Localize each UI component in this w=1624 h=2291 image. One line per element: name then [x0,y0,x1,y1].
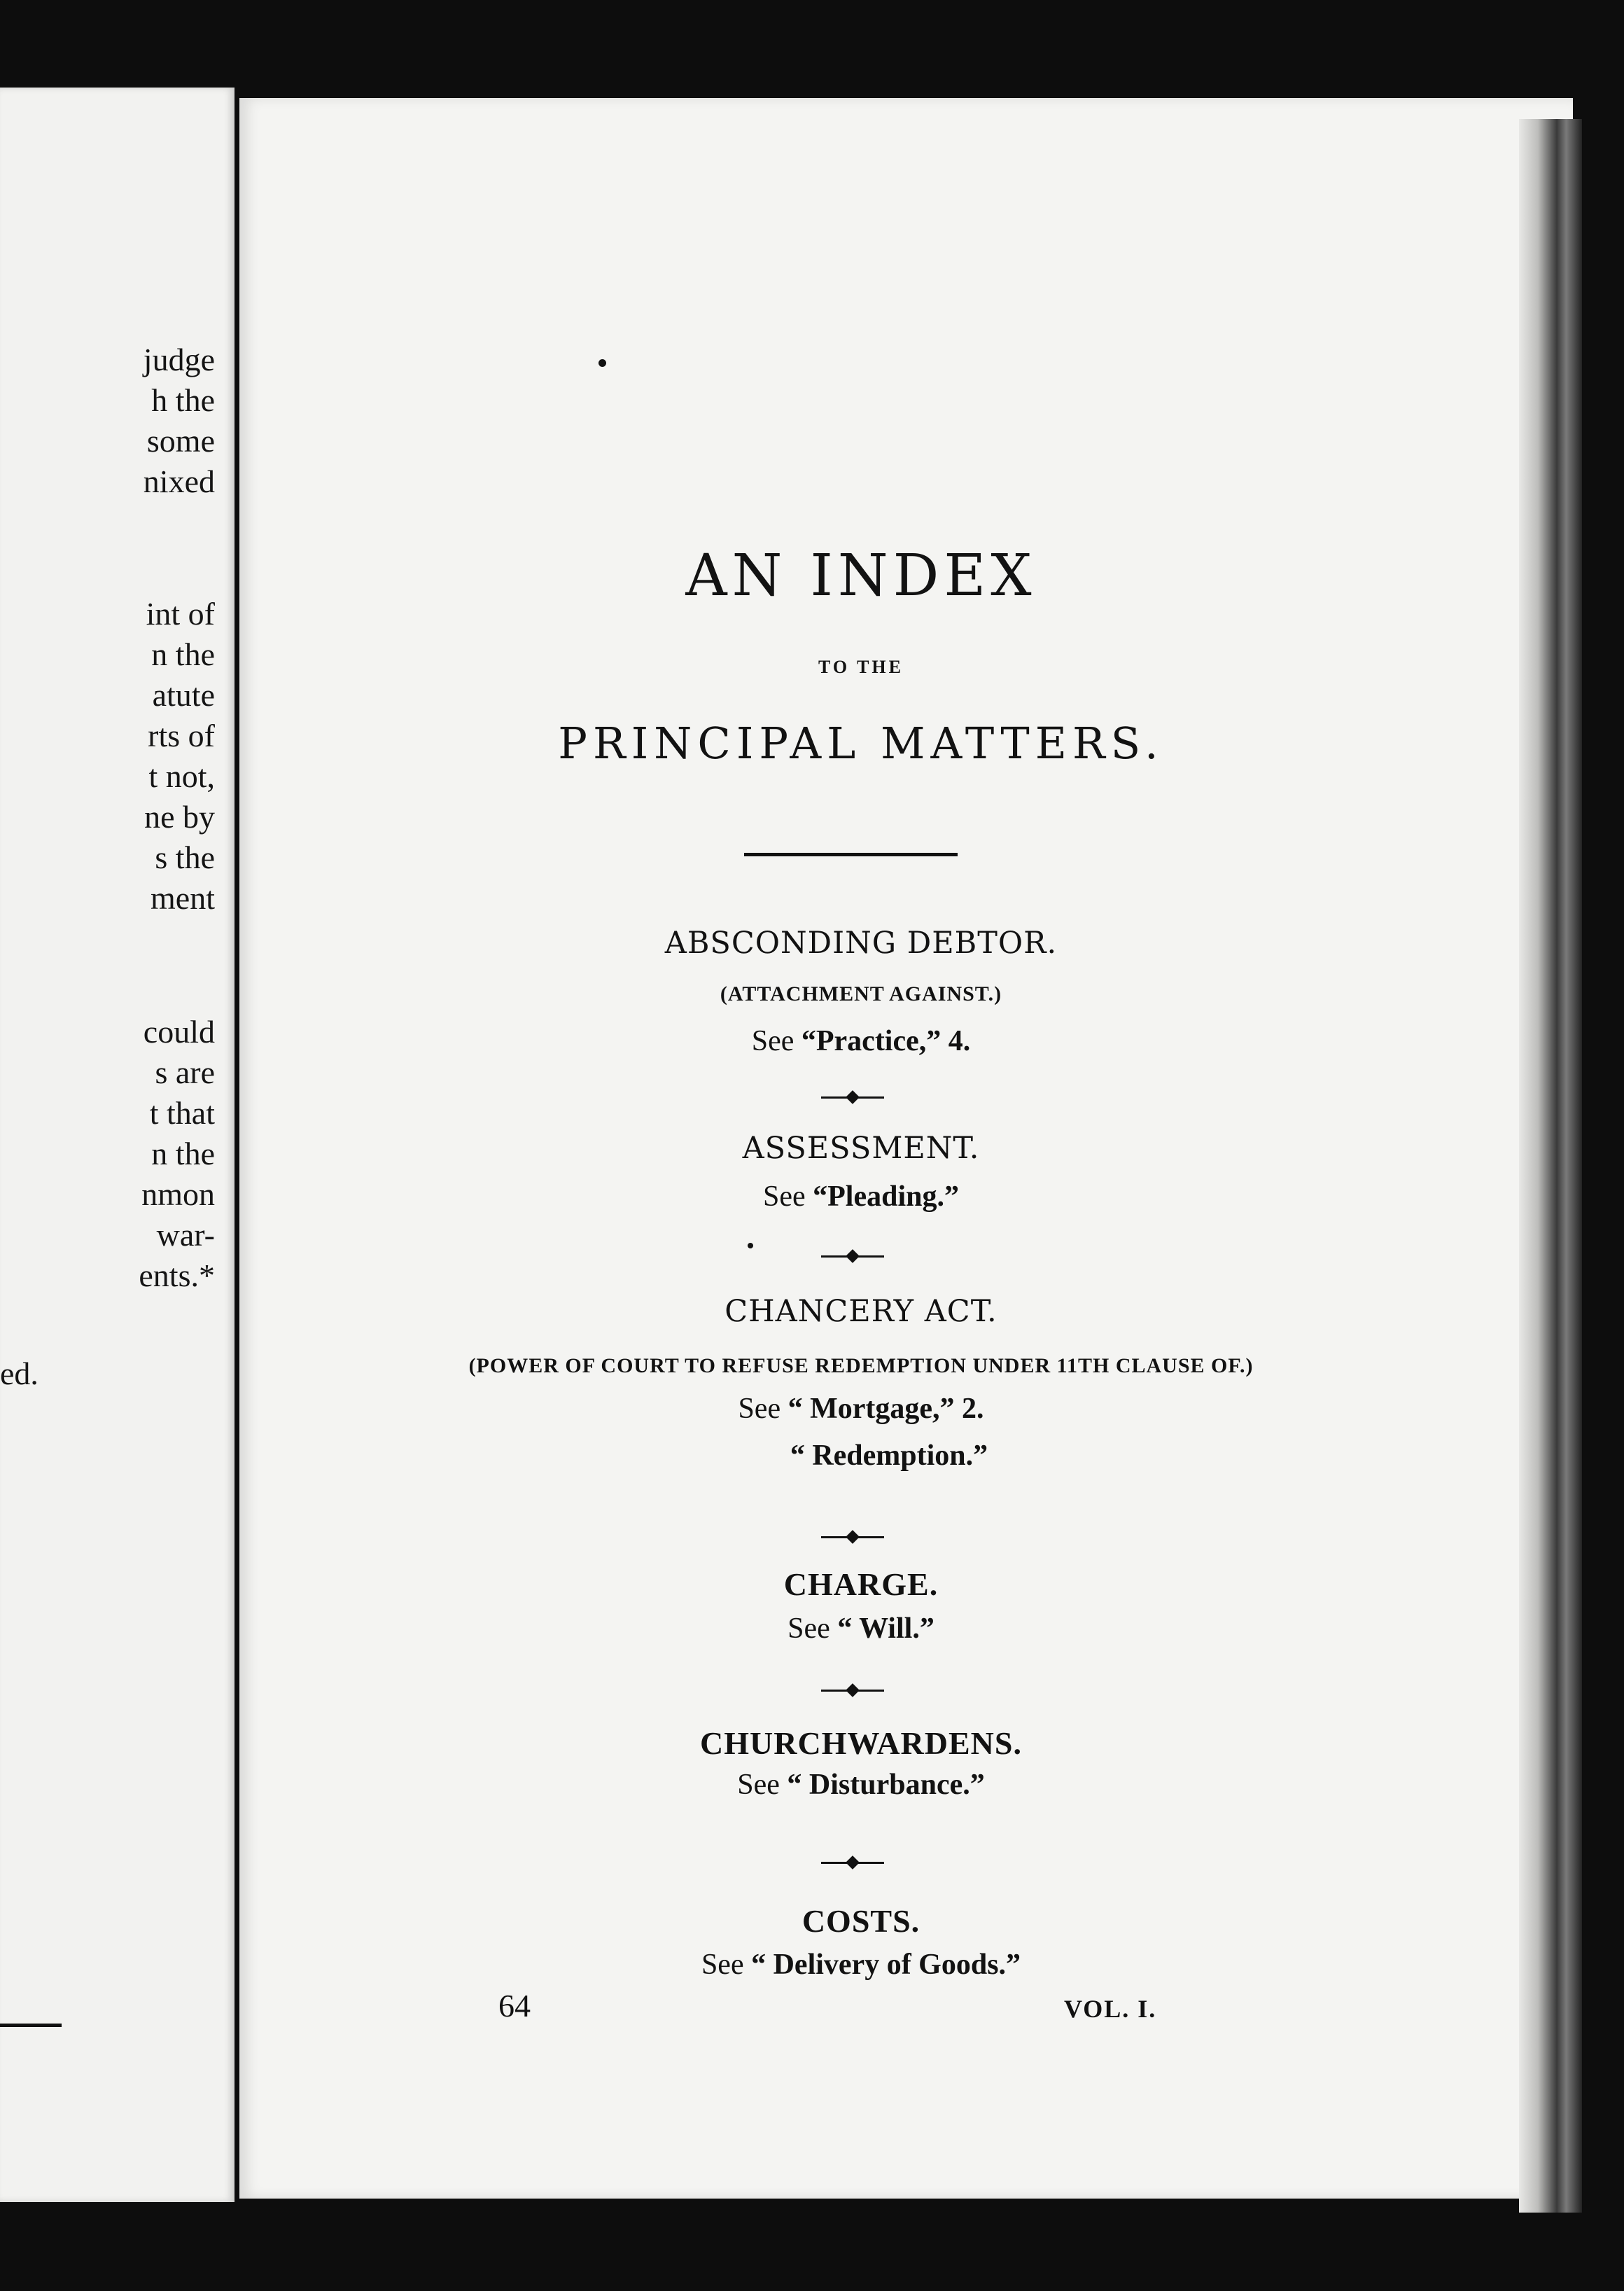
title-connector: TO THE [818,657,904,677]
entry-cross-reference [0,1180,1624,1213]
entry-divider [821,1251,884,1261]
see-prefix: See [738,1393,781,1425]
see-target: “ Delivery of Goods.” [751,1949,1021,1981]
entry-cross-reference [0,1392,1624,1426]
entry-cross-reference [0,1024,1624,1058]
left-page-text-fragment: s are [155,1054,215,1090]
entry-cross-reference [0,1612,1624,1645]
left-page-rule [0,2024,62,2027]
left-page-text-fragment: n the [151,1136,215,1171]
left-page-text-fragment: int of [146,596,215,632]
see-prefix: See [737,1769,780,1801]
left-page-text-fragment: judge [143,342,215,377]
entry-heading: COSTS. [802,1903,920,1939]
left-page-text-fragment: nmon [141,1176,215,1212]
page-edge [1519,119,1582,2213]
entry-divider [821,1532,884,1542]
entry-heading: ASSESSMENT. [742,1131,980,1166]
left-page-text-fragment: rts of [148,718,215,753]
left-page-text-fragment: atute [152,677,215,713]
see-target: “ Redemption.” [790,1440,988,1472]
see-target: “Pleading.” [813,1181,959,1213]
see-prefix: See [701,1949,744,1981]
volume-label: VOL. I. [1064,1995,1157,2023]
left-page-text-fragment: n the [151,636,215,672]
entry-heading: CHARGE. [783,1566,939,1602]
entry-heading: CHURCHWARDENS. [700,1725,1022,1761]
entry-heading: ABSCONDING DEBTOR. [664,926,1058,961]
entry-cross-reference-extra [28,1439,1624,1472]
page-title: AN INDEX [685,543,1037,609]
entry-divider [821,1092,884,1102]
see-target: “ Will.” [837,1613,934,1645]
entry-divider [821,1685,884,1695]
left-page-text-fragment: s the [155,840,215,875]
see-prefix: See [762,1181,806,1213]
see-target: “ Disturbance.” [787,1769,985,1801]
ink-speck [748,1243,753,1248]
entry-heading: CHANCERY ACT. [724,1294,997,1329]
see-prefix: See [751,1025,794,1057]
entry-cross-reference [0,1948,1624,1982]
entry-divider [821,1858,884,1867]
see-target: “ Mortgage,” 2. [788,1393,984,1425]
left-page-text-fragment: some [146,423,215,459]
left-page-text-fragment: could [143,1014,215,1050]
entry-cross-reference [0,1768,1624,1802]
page-subtitle: PRINCIPAL MATTERS. [558,718,1164,769]
left-page-text-fragment: ed. [0,1356,38,1391]
left-page-text-fragment: ents.* [139,1258,215,1293]
left-page-text-fragment: war- [156,1217,215,1253]
page-number: 64 [498,1988,531,2024]
see-prefix: See [788,1613,830,1645]
left-page-text-fragment: ne by [144,799,215,835]
see-target: “Practice,” 4. [801,1025,971,1057]
left-page-text-fragment: t that [149,1095,215,1131]
entry-note: (POWER OF COURT TO REFUSE REDEMPTION UNDER 11TH CLAUSE OF.) [468,1354,1254,1377]
left-page-text-fragment: nixed [143,464,215,499]
entry-note: (ATTACHMENT AGAINST.) [720,982,1002,1005]
title-rule [744,853,958,856]
left-page-text-fragment: t not, [148,758,215,794]
left-page-text-fragment: ment [150,880,215,916]
ink-speck [598,359,606,367]
left-page-text-fragment: h the [151,382,215,418]
